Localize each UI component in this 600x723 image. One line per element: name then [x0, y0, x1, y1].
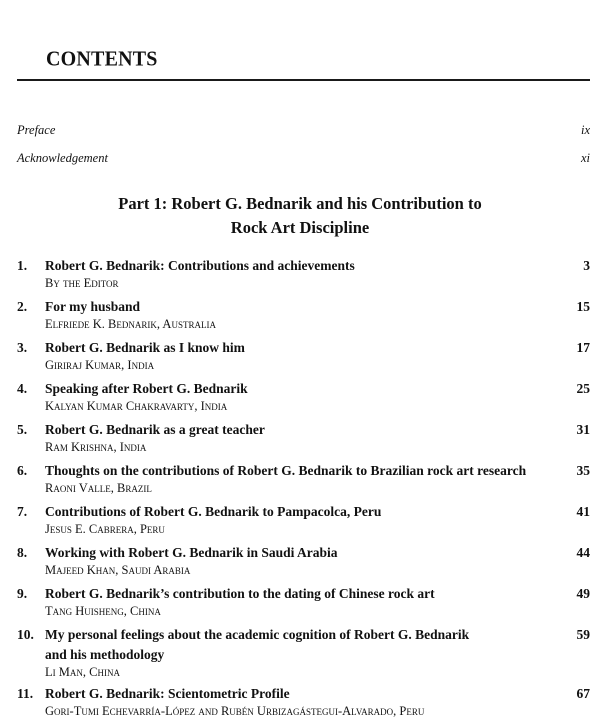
entry-page-number: 41	[576, 504, 590, 519]
entry-number: 6.	[17, 463, 28, 478]
entry-page-number: 3	[583, 258, 590, 273]
entry-title: For my husband	[45, 299, 141, 314]
entry-title: Contributions of Robert G. Bednarik to Pampacolca, Peru	[45, 504, 382, 519]
entry-page-number: 67	[576, 686, 590, 701]
entry-number: 10.	[17, 627, 34, 642]
toc-entry	[17, 543, 590, 577]
entry-author: Jesus E. Cabrera, Peru	[45, 522, 165, 536]
toc-entry	[17, 625, 590, 679]
entry-number: 11.	[17, 686, 34, 701]
entry-title: Working with Robert G. Bednarik in Saudi Arabia	[45, 545, 338, 560]
entry-number: 4.	[17, 381, 28, 396]
entry-title: Robert G. Bednarik: Contributions and achievements	[45, 258, 355, 273]
entry-author: Ram Krishna, India	[45, 440, 147, 454]
entry-page-number: 25	[576, 381, 590, 396]
toc-entry	[17, 256, 590, 290]
entry-title: My personal feelings about the academic cognition of Robert G. Bednarik	[45, 627, 470, 642]
entry-number: 2.	[17, 299, 28, 314]
entry-author: Kalyan Kumar Chakravarty, India	[45, 399, 228, 413]
entry-title: Thoughts on the contributions of Robert G. Bednarik to Brazilian rock art research	[45, 463, 527, 478]
entry-author: Li Man, China	[45, 665, 120, 679]
front-matter-title: Preface	[17, 123, 56, 137]
entry-page-number: 17	[576, 340, 590, 355]
entry-author: Giriraj Kumar, India	[45, 358, 155, 372]
toc-entry	[17, 379, 590, 413]
entry-author: Elfriede K. Bednarik, Australia	[45, 317, 216, 331]
page-title: CONTENTS	[46, 47, 158, 71]
entry-author: Majeed Khan, Saudi Arabia	[45, 563, 191, 577]
toc-entry	[17, 297, 590, 331]
entry-title: and his methodology	[45, 647, 165, 662]
entry-page-number: 49	[576, 586, 590, 601]
entry-author: Gori-Tumi Echevarría-López and Rubén Urbizagástegui-Alvarado, Peru	[45, 704, 425, 718]
entry-page-number: 35	[576, 463, 590, 478]
part-heading	[0, 192, 600, 240]
toc-entry	[17, 420, 590, 454]
toc-entry	[17, 502, 590, 536]
entry-number: 5.	[17, 422, 28, 437]
toc-entry	[17, 584, 590, 618]
entry-title: Robert G. Bednarik as a great teacher	[45, 422, 265, 437]
entry-number: 1.	[17, 258, 28, 273]
toc-entry	[17, 461, 590, 495]
entry-title: Robert G. Bednarik’s contribution to the dating of Chinese rock art	[45, 586, 435, 601]
toc-entry	[17, 684, 590, 718]
toc-entry	[17, 338, 590, 372]
front-matter-page: ix	[580, 123, 590, 137]
front-matter-page: xi	[580, 151, 590, 165]
entry-number: 9.	[17, 586, 28, 601]
entry-page-number: 59	[576, 627, 590, 642]
entry-number: 3.	[17, 340, 28, 355]
entry-number: 8.	[17, 545, 28, 560]
entry-author: By the Editor	[45, 276, 119, 290]
entry-page-number: 15	[576, 299, 590, 314]
front-matter-acknowledgement	[17, 151, 590, 166]
entry-page-number: 31	[576, 422, 590, 437]
entry-page-number: 44	[576, 545, 590, 560]
title-rule	[17, 79, 590, 81]
part-heading-line-2: Rock Art Discipline	[230, 218, 370, 237]
entry-author: Raoni Valle, Brazil	[45, 481, 152, 495]
entry-number: 7.	[17, 504, 28, 519]
front-matter-preface	[17, 123, 590, 138]
entry-title: Speaking after Robert G. Bednarik	[45, 381, 248, 396]
entry-title: Robert G. Bednarik as I know him	[45, 340, 245, 355]
entry-author: Tang Huisheng, China	[45, 604, 161, 618]
entry-title: Robert G. Bednarik: Scientometric Profile	[45, 686, 290, 701]
part-heading-line-1: Part 1: Robert G. Bednarik and his Contribution to	[118, 194, 482, 213]
front-matter-title: Acknowledgement	[17, 151, 108, 165]
